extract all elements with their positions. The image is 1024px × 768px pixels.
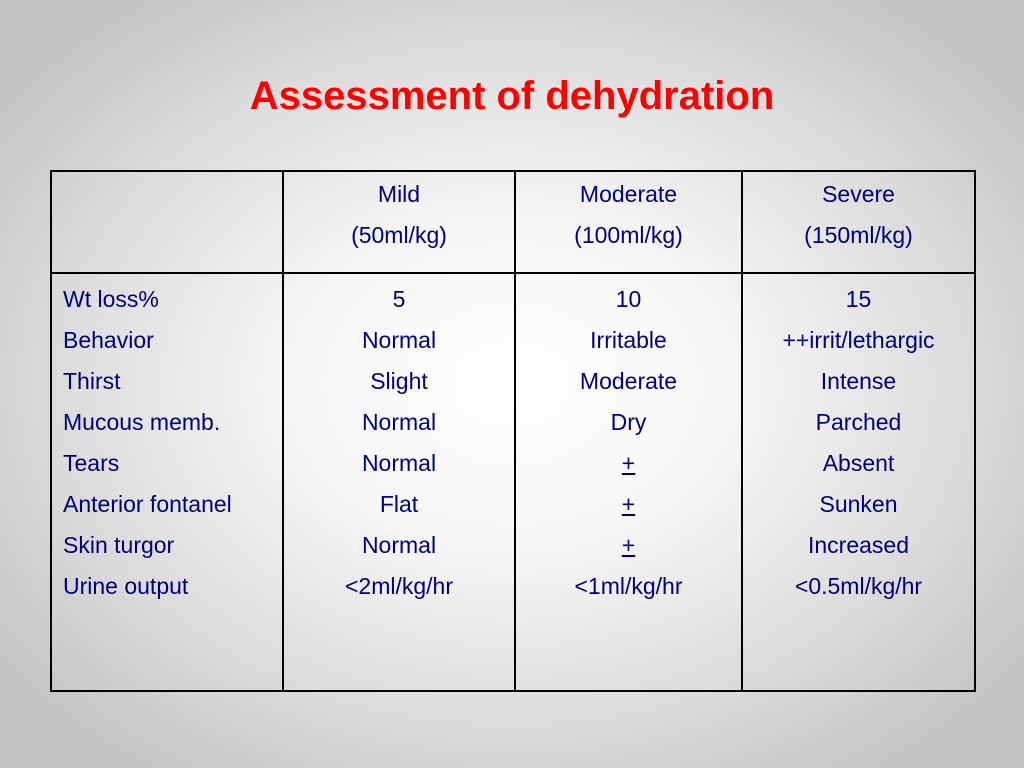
mild-behavior: Normal (361, 327, 437, 353)
parameter-urine-output: Urine output (63, 573, 189, 599)
mild-column (283, 273, 515, 691)
header-severe (742, 171, 975, 273)
moderate-anterior-fontanel-value: + (621, 491, 636, 517)
header-severe-volume: (150ml/kg) (804, 222, 913, 248)
header-mild-volume: (50ml/kg) (351, 222, 447, 248)
severe-tears: Absent (822, 450, 895, 476)
severe-urine-output: <0.5ml/kg/hr (794, 573, 923, 599)
parameter-behavior: Behavior (63, 327, 154, 353)
severe-mucous-memb: Parched (815, 409, 902, 435)
header-row (51, 171, 975, 273)
mild-wt-loss: 5 (392, 286, 406, 312)
header-severe-label: Severe (822, 181, 895, 207)
mild-tears: Normal (361, 450, 437, 476)
moderate-wt-loss: 10 (615, 286, 642, 312)
severe-behavior: ++irrit/lethargic (782, 327, 935, 353)
moderate-tears (516, 443, 741, 484)
severe-anterior-fontanel: Sunken (819, 491, 898, 517)
slide-title: Assessment of dehydration (249, 74, 775, 118)
parameter-skin-turgor: Skin turgor (63, 532, 175, 558)
parameter-anterior-fontanel: Anterior fontanel (63, 491, 232, 517)
header-moderate-label: Moderate (579, 181, 678, 207)
moderate-tears-value: + (621, 450, 636, 476)
dehydration-table (50, 170, 976, 692)
moderate-column (515, 273, 742, 691)
mild-thirst: Slight (370, 368, 428, 394)
moderate-skin-turgor (516, 525, 741, 566)
body-row (51, 273, 975, 691)
header-mild (283, 171, 515, 273)
moderate-behavior: Irritable (590, 327, 667, 353)
parameter-tears: Tears (63, 450, 120, 476)
mild-mucous-memb: Normal (361, 409, 437, 435)
severe-wt-loss: 15 (845, 286, 872, 312)
moderate-anterior-fontanel (516, 484, 741, 525)
parameter-mucous-memb: Mucous memb. (63, 409, 221, 435)
severe-skin-turgor: Increased (807, 532, 909, 558)
severe-column (742, 273, 975, 691)
parameter-wt-loss: Wt loss% (63, 286, 159, 312)
severe-thirst: Intense (820, 368, 897, 394)
moderate-urine-output: <1ml/kg/hr (574, 573, 683, 599)
parameter-column (51, 273, 283, 691)
header-corner-cell (51, 171, 283, 273)
mild-skin-turgor: Normal (361, 532, 437, 558)
header-moderate-volume: (100ml/kg) (574, 222, 683, 248)
moderate-skin-turgor-value: + (621, 532, 636, 558)
mild-anterior-fontanel: Flat (379, 491, 419, 517)
mild-urine-output: <2ml/kg/hr (344, 573, 453, 599)
header-mild-label: Mild (377, 181, 421, 207)
header-moderate (515, 171, 742, 273)
moderate-thirst: Moderate (579, 368, 678, 394)
moderate-mucous-memb: Dry (610, 409, 647, 435)
parameter-thirst: Thirst (63, 368, 121, 394)
